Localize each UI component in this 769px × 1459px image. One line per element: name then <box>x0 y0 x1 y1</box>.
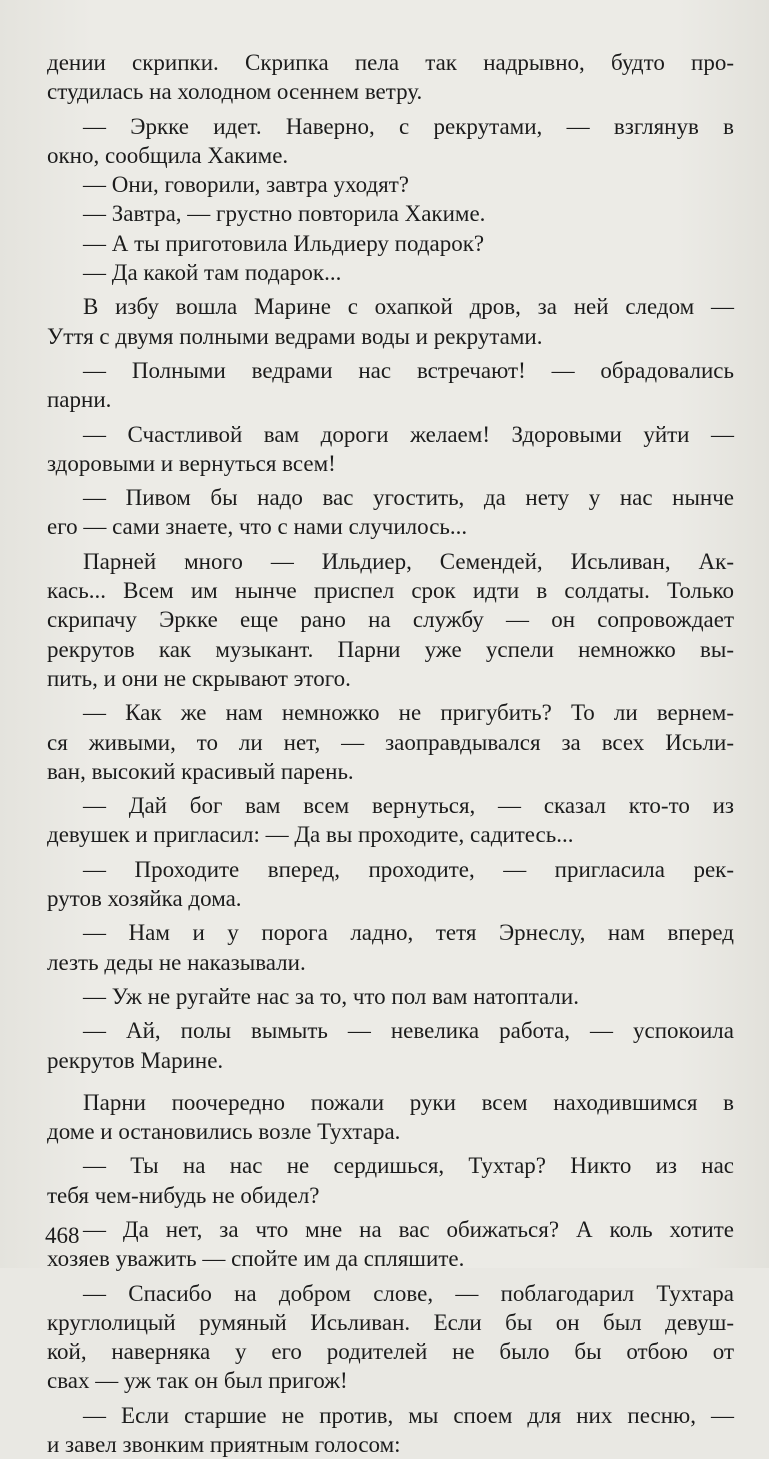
text-line: — Пивом бы надо вас угостить, да нету у нас нынче <box>83 485 734 511</box>
text-line: — Полными ведрами нас встречают! — обрадовались <box>83 357 734 383</box>
body-text <box>47 48 734 1459</box>
text-line: — Спасибо на добром слове, — поблагодарил Тухтара <box>83 1280 734 1306</box>
text-line: В избу вошла Марине с охапкой дров, за ней следом — <box>83 294 734 320</box>
text-line: окно, сообщила Хакиме. <box>47 142 289 168</box>
text-line: Парней много — Ильдиер, Семендей, Исьливан, Ак- <box>83 548 734 574</box>
text-line: доме и остановились возле Тухтара. <box>47 1119 401 1145</box>
text-line: рекрутов как музыкант. Парни уже успели немножко вы- <box>47 636 734 662</box>
text-line: — Эркке идет. Наверно, с рекрутами, — взглянув в <box>83 113 734 139</box>
text-line: и завел звонким приятным голосом: <box>47 1432 401 1458</box>
text-line: — Уж не ругайте нас за то, что пол вам натоптали. <box>83 983 579 1009</box>
text-line: ван, высокий красивый парень. <box>47 758 354 784</box>
text-line: пить, и они не скрывают этого. <box>47 665 351 691</box>
text-line: — Да какой там подарок... <box>83 260 342 286</box>
text-line: здоровыми и вернуться всем! <box>47 450 336 476</box>
text-line: девушек и пригласил: — Да вы проходите, садитесь... <box>47 822 574 848</box>
text-line: — Проходите вперед, проходите, — пригласила рек- <box>83 856 734 882</box>
text-line: кась... Всем им нынче приспел срок идти в солдаты. Только <box>47 578 734 604</box>
text-line: — Если старшие не против, мы споем для них песню, — <box>83 1402 734 1428</box>
text-line: — Они, говорили, завтра уходят? <box>83 172 410 198</box>
text-line: Парни поочередно пожали руки всем находившимся в <box>83 1089 734 1115</box>
text-line: парни. <box>47 387 112 413</box>
text-line: дении скрипки. Скрипка пела так надрывно, будто про- <box>47 50 734 75</box>
text-line: тебя чем-нибудь не обидел? <box>47 1182 320 1208</box>
text-line: — Как же нам немножко не пригубить? То ли вернем- <box>83 700 734 726</box>
text-line: скрипачу Эркке еще рано на службу — он сопровождает <box>47 607 734 633</box>
text-line: ся живыми, то ли нет, — заоправдывался за всех Исьли- <box>47 729 734 755</box>
text-line: свах — уж так он был пригож! <box>47 1368 348 1394</box>
text-line: — Да нет, за что мне на вас обижаться? А коль хотите <box>83 1216 734 1242</box>
text-line: — Счастливой вам дороги желаем! Здоровыми уйти — <box>83 421 734 447</box>
text-line: рекрутов Марине. <box>47 1047 224 1073</box>
text-line: рутов хозяйка дома. <box>47 886 242 912</box>
text-line: — Ты на нас не сердишься, Тухтар? Никто из нас <box>83 1153 734 1179</box>
text-line: его — сами знаете, что с нами случилось... <box>47 514 468 540</box>
text-line: Уття с двумя полными ведрами воды и рекрутами. <box>47 323 543 349</box>
text-line: круглолицый румяный Исьливан. Если бы он был девуш- <box>47 1309 734 1335</box>
text-line: лезть деды не наказывали. <box>47 949 306 975</box>
text-line: студилась на холодном осеннем ветру. <box>47 79 423 105</box>
text-line: хозяев уважить — спойте им да спляшите. <box>47 1246 465 1272</box>
text-line: — Нам и у порога ладно, тетя Эрнеслу, нам вперед <box>83 920 734 946</box>
text-line: — Ай, полы вымыть — невелика работа, — успокоила <box>83 1018 734 1044</box>
text-line: — Завтра, — грустно повторила Хакиме. <box>83 201 486 227</box>
page-number: 468 <box>45 1223 80 1248</box>
text-line: — Дай бог вам всем вернуться, — сказал кто-то из <box>83 793 734 819</box>
text-line: — А ты приготовила Ильдиеру подарок? <box>83 230 485 256</box>
text-line: кой, наверняка у его родителей не было бы отбою от <box>47 1339 734 1365</box>
